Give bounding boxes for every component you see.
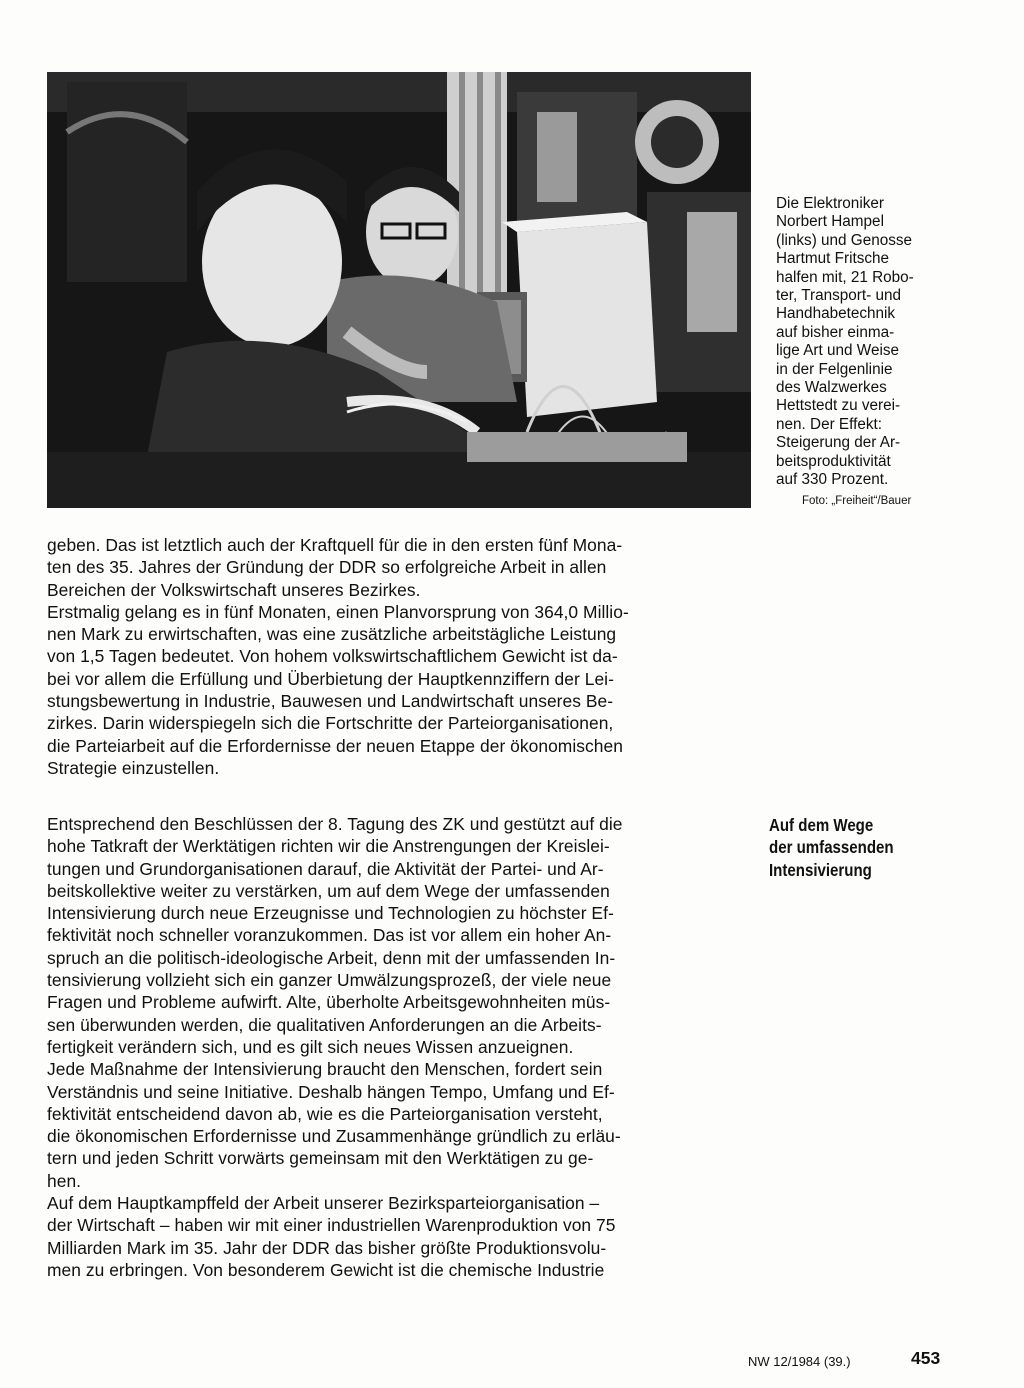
text-line: hen. — [47, 1170, 82, 1191]
side-heading — [769, 814, 941, 881]
photo-machinery-workers-icon — [47, 72, 751, 508]
text-line: Jede Maßnahme der Intensivierung braucht den Menschen, fordert sein — [47, 1059, 603, 1080]
caption-line: in der Felgenlinie — [776, 360, 893, 378]
text-line: Entsprechend den Beschlüssen der 8. Tagung des ZK und gestützt auf die — [47, 814, 623, 834]
text-line: tern und jeden Schritt vorwärts gemeinsam mit den Werktätigen zu ge- — [47, 1148, 594, 1169]
text-line: men zu erbringen. Von besonderem Gewicht ist die chemische Industrie — [47, 1259, 605, 1280]
side-heading-line: Intensivierung — [769, 859, 872, 880]
caption-line: halfen mit, 21 Robo- — [776, 268, 914, 286]
text-line: sen überwunden werden, die qualitativen Anforderungen an die Arbeits- — [47, 1014, 602, 1035]
text-line: die ökonomischen Erfordernisse und Zusammenhänge gründlich zu erläu- — [47, 1126, 621, 1147]
side-heading-line: der umfassenden — [769, 837, 894, 858]
text-line: die Parteiarbeit auf die Erfordernisse der neuen Etappe der ökonomischen — [47, 735, 623, 756]
text-line: spruch an die politisch-ideologische Arbeit, denn mit der umfassenden In- — [47, 947, 616, 968]
text-line: tensivierung vollzieht sich ein ganzer Umwälzungsprozeß, der viele neue — [47, 970, 612, 991]
text-line: tungen und Grundorganisationen darauf, die Aktivität der Partei- und Ar- — [47, 858, 604, 879]
text-line: der Wirtschaft – haben wir mit einer industriellen Warenproduktion von 75 — [47, 1215, 616, 1236]
caption-line: Die Elektroniker — [776, 195, 884, 212]
text-line: stungsbewertung in Industrie, Bauwesen und Landwirtschaft unseres Be- — [47, 691, 614, 712]
body-paragraph-block-1 — [47, 534, 759, 779]
photo-caption — [776, 195, 956, 490]
text-line: Erstmalig gelang es in fünf Monaten, einen Planvorsprung von 364,0 Millio- — [47, 601, 629, 622]
caption-line: des Walzwerkes — [776, 379, 887, 397]
body-paragraph-block-2 — [47, 813, 759, 1281]
text-line: bei vor allem die Erfüllung und Überbietung der Hauptkennziffern der Lei- — [47, 668, 614, 689]
caption-line: auf 330 Prozent. — [776, 471, 889, 489]
text-line: von 1,5 Tagen bedeutet. Von hohem volkswirtschaftlichem Gewicht ist da- — [47, 646, 618, 667]
caption-line: Norbert Hampel — [776, 213, 884, 231]
text-line: fertigkeit verändern sich, und es gilt sich neues Wissen anzueignen. — [47, 1036, 574, 1057]
text-line: Auf dem Hauptkampffeld der Arbeit unserer Bezirksparteiorganisation – — [47, 1193, 600, 1214]
photo — [47, 72, 751, 508]
caption-line: auf bisher einma- — [776, 323, 895, 341]
text-line: Milliarden Mark im 35. Jahr der DDR das bisher größte Produktionsvolu- — [47, 1237, 607, 1258]
text-line: geben. Das ist letztlich auch der Kraftquell für die in den ersten fünf Mona- — [47, 535, 623, 555]
caption-line: Steigerung der Ar- — [776, 434, 901, 452]
caption-line: Hettstedt zu verei- — [776, 397, 901, 415]
caption-line: beitsproduktivität — [776, 452, 891, 470]
text-line: nen Mark zu erwirtschaften, was eine zusätzliche arbeitstägliche Leistung — [47, 624, 617, 645]
text-line: Fragen und Probleme aufwirft. Alte, überholte Arbeitsgewohnheiten müs- — [47, 992, 611, 1013]
caption-line: Hartmut Fritsche — [776, 250, 890, 268]
caption-line: nen. Der Effekt: — [776, 415, 883, 433]
caption-line: lige Art und Weise — [776, 342, 900, 360]
text-line: zirkes. Darin widerspiegeln sich die Fortschritte der Parteiorganisationen, — [47, 713, 614, 734]
text-line: fektivität entscheidend davon ab, wie es die Parteiorganisation versteht, — [47, 1103, 603, 1124]
photo-credit: Foto: „Freiheit“/Bauer — [802, 495, 912, 507]
caption-line: (links) und Genosse — [776, 231, 913, 249]
caption-line: Handhabetechnik — [776, 305, 896, 323]
text-line: Bereichen der Volkswirtschaft unseres Bezirkes. — [47, 579, 421, 600]
text-line: ten des 35. Jahres der Gründung der DDR so erfolgreiche Arbeit in allen — [47, 557, 607, 578]
text-line: Intensivierung durch neue Erzeugnisse und Technologien zu höchster Ef- — [47, 903, 614, 924]
text-line: beitskollektive weiter zu verstärken, um auf dem Wege der umfassenden — [47, 880, 610, 901]
page-number: 453 — [911, 1348, 941, 1368]
side-heading-line: Auf dem Wege — [769, 815, 874, 835]
text-line: fektivität noch schneller voranzukommen. Das ist vor allem ein hoher An- — [47, 925, 612, 946]
text-line: Strategie einzustellen. — [47, 757, 220, 778]
text-line: Verständnis und seine Initiative. Deshalb hängen Tempo, Umfang und Ef- — [47, 1081, 615, 1102]
journal-reference: NW 12/1984 (39.) — [748, 1354, 851, 1369]
text-line: hohe Tatkraft der Werktätigen richten wir die Anstrengungen der Kreislei- — [47, 836, 610, 857]
caption-line: ter, Transport- und — [776, 287, 901, 305]
